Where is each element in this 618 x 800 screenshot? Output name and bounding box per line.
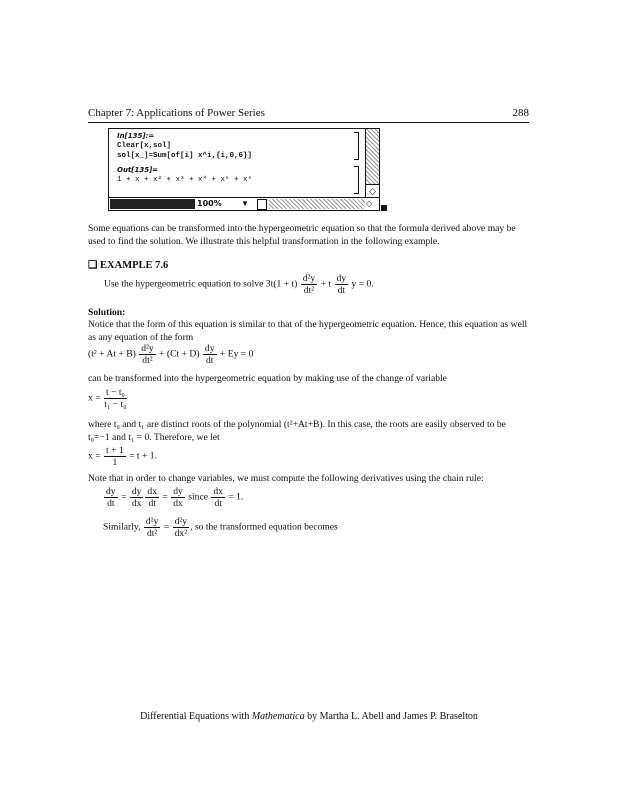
- frac-num: d²y: [145, 516, 159, 527]
- notebook-window[interactable]: [108, 128, 380, 211]
- problem-suffix: y = 0.: [351, 278, 374, 290]
- frac-num: dy: [173, 486, 183, 497]
- frac-den: dt: [214, 498, 222, 509]
- solution-heading: Solution:: [88, 307, 126, 318]
- chain-rule-equation: [103, 486, 243, 509]
- frac-den: dt²: [142, 355, 153, 366]
- frac-num: dy: [336, 273, 347, 284]
- page-header: [88, 107, 529, 123]
- frac-num: dx: [147, 486, 158, 497]
- vertical-scrollbar[interactable]: [365, 129, 379, 197]
- output-cell-bracket[interactable]: [354, 166, 359, 194]
- end-of-example-mark: [381, 205, 387, 211]
- frac-den: dx²: [174, 528, 188, 539]
- fraction: [301, 273, 317, 296]
- problem-statement: [104, 273, 374, 296]
- frac-den: dt²: [303, 285, 315, 296]
- input-label: In[135]:=: [117, 132, 155, 140]
- scroll-right-arrow-icon[interactable]: ◇: [366, 199, 373, 208]
- form-term-a: (t² + At + B): [88, 348, 136, 360]
- frac-den: t₁ − t₀: [104, 399, 127, 410]
- equals: =: [121, 491, 127, 503]
- fraction: [203, 343, 217, 366]
- solution-paragraph-3: where t₀ and t₁ are distinct roots of the polynomial (t²+At+B). In this case, the roots are easily observed to be t₀=−1 and t₁ = 0. Therefore, we let: [88, 419, 506, 443]
- horizontal-scrollbar[interactable]: [269, 199, 365, 209]
- fraction: [130, 486, 144, 509]
- fraction: [104, 486, 118, 509]
- fraction: [171, 486, 185, 509]
- frac-num: t + 1: [106, 445, 124, 456]
- similarly-prefix: Similarly,: [103, 521, 141, 533]
- form-term-c: + Ey = 0: [219, 348, 254, 360]
- chain-end: = 1.: [228, 491, 244, 503]
- frac-den: dx: [173, 498, 183, 509]
- fraction: [211, 486, 225, 509]
- solution-paragraph-1: Notice that the form of this equation is similar to that of the hypergeometric equation. Hence, this equation as well as any equation of the form: [88, 319, 528, 343]
- fraction: [145, 486, 159, 509]
- solution-paragraph-4: Note that in order to change variables, we must compute the following derivatives using the chain rule:: [88, 473, 484, 484]
- page-footer: [0, 711, 618, 722]
- chapter-title: Chapter 7: Applications of Power Series: [88, 107, 265, 119]
- frac-den: dx: [131, 498, 142, 509]
- problem-prefix: Use the hypergeometric equation to solve 3t(1 + t): [104, 278, 298, 290]
- zoom-dropdown-arrow-icon[interactable]: ▼: [241, 199, 249, 208]
- since-word: since: [188, 491, 208, 503]
- equals: =: [163, 521, 170, 533]
- frac-num: d²y: [302, 273, 316, 284]
- input-cell-bracket[interactable]: [354, 132, 359, 160]
- frac-den: dt: [148, 498, 156, 509]
- frac-num: t − t₀: [106, 387, 125, 398]
- solution-paragraph-2: can be transformed into the hypergeometric equation by making use of the change of variable: [88, 373, 447, 384]
- example-heading: [88, 259, 168, 272]
- fraction: [173, 516, 189, 539]
- frac-num: dx: [213, 486, 223, 497]
- zoom-level[interactable]: 100%: [197, 199, 222, 208]
- footer-italic: Mathematica: [251, 711, 305, 722]
- general-form-equation: [88, 343, 253, 366]
- page-number: 288: [512, 107, 529, 119]
- frac-num: dy: [204, 343, 215, 354]
- output-line: 1 + x + x² + x³ + x⁴ + x⁵ + x⁶: [117, 176, 253, 184]
- similarly-suffix: , so the transformed equation becomes: [190, 521, 338, 533]
- fraction: [104, 387, 127, 410]
- x-let-rhs: = t + 1.: [129, 450, 157, 462]
- scroll-left-button[interactable]: [257, 199, 267, 210]
- footer-pre: Differential Equations with: [140, 711, 252, 722]
- frac-den: dt: [205, 355, 214, 366]
- checkbox-icon: ❑: [88, 260, 98, 271]
- intro-paragraph: Some equations can be transformed into the hypergeometric equation so that the formula derived above may be used to find the solution. We illustrate this helpful transformation in the following example.: [88, 223, 516, 247]
- fraction: [144, 516, 160, 539]
- substitution-equation: [88, 445, 157, 468]
- form-term-b: + (Ct + D): [159, 348, 200, 360]
- frac-num: dy: [106, 486, 116, 497]
- frac-num: d²y: [141, 343, 154, 354]
- problem-mid: + t: [320, 278, 332, 290]
- notebook-cells: [117, 131, 347, 185]
- second-derivative-equation: [103, 516, 338, 539]
- example-title: EXAMPLE 7.6: [100, 260, 169, 271]
- frac-den: 1: [112, 457, 118, 468]
- frac-den: dt: [107, 498, 115, 509]
- frac-num: d²y: [174, 516, 188, 527]
- x-def-lhs: x =: [88, 392, 101, 404]
- output-label: Out[135]=: [117, 166, 159, 174]
- footer-post: by Martha L. Abell and James P. Braselton: [304, 711, 478, 722]
- input-line-2[interactable]: sol[x_]=Sum[of[i] x^i,{i,0,6}]: [117, 152, 253, 160]
- frac-num: dy: [131, 486, 142, 497]
- fraction: [139, 343, 155, 366]
- frac-den: dt²: [146, 528, 158, 539]
- x-let-lhs: x =: [88, 450, 101, 462]
- status-bar-fill: [110, 199, 195, 209]
- fraction: [335, 273, 349, 296]
- equals: =: [162, 491, 168, 503]
- scroll-down-arrow-icon[interactable]: ◇: [366, 184, 379, 197]
- fraction: [104, 445, 126, 468]
- change-of-variable-equation: [88, 387, 128, 410]
- status-bar: [109, 197, 379, 210]
- frac-den: dt: [337, 285, 346, 296]
- input-line-1[interactable]: Clear[x,sol]: [117, 142, 172, 150]
